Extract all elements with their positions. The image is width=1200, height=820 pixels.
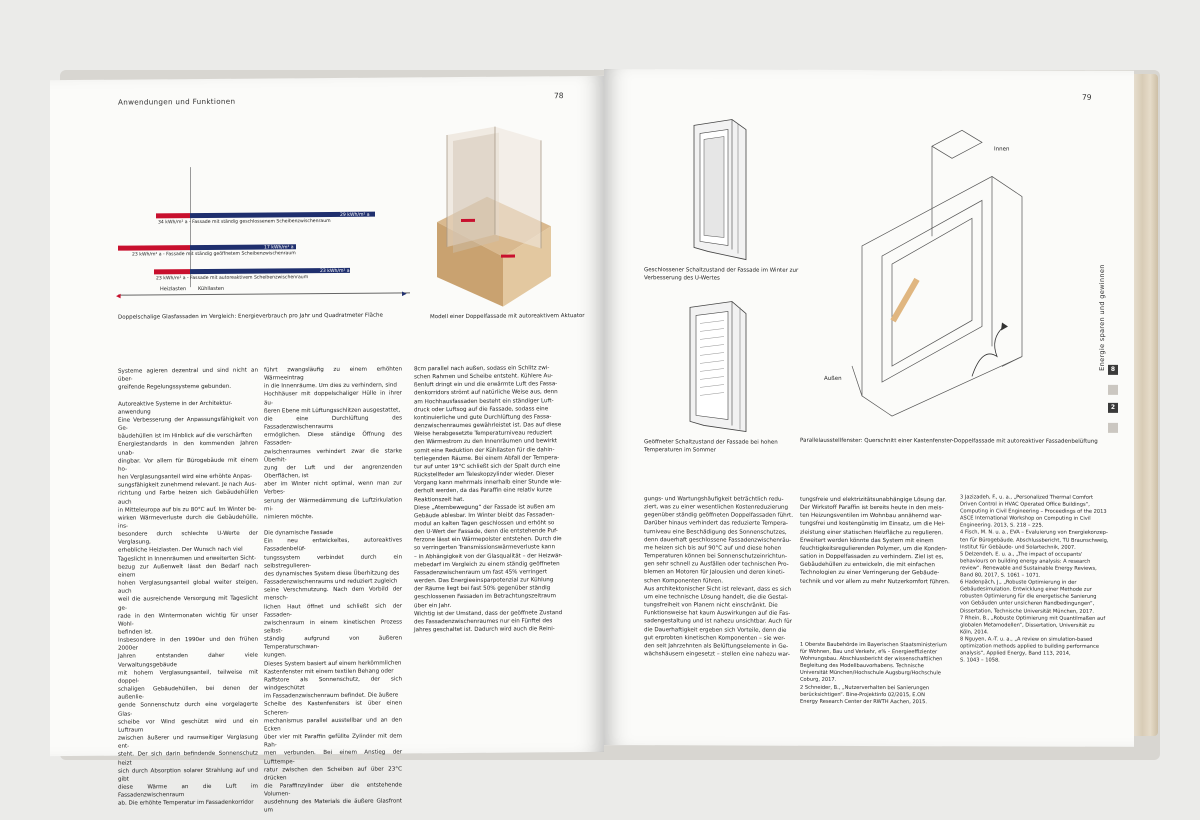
isometric-section-drawing <box>822 126 1036 417</box>
page-number: 78 <box>554 91 564 101</box>
chart-caption: Doppelschalige Glasfassaden im Vergleich: Energieverbrauch pro Jahr und Quadratmeter Fläche <box>118 312 383 321</box>
chart-bar-heating-2 <box>118 245 190 251</box>
left-page <box>50 76 604 814</box>
axis-arrow-right-icon: ▶ <box>402 290 407 298</box>
bar-value-2: 17 kWh/m² a <box>264 244 294 250</box>
facade-model-photo <box>433 126 553 307</box>
axis-label-cooling: Kühllasten <box>198 285 225 293</box>
text-column-1: Systeme agieren dezentral und sind nicht an über- greifende Regelungssysteme gebunden. Autoreaktive Systeme in der Architektur- anwendung Eine Verbesserung der Anpassungsfähigkeit von Ge- bäudehüllen ist im Hinblick auf die verschärften Energiestandards in den kommenden Jahren unab- dingbar. Vor allem für Bürogebäude mit einem ho- hen Verglasungsanteil wird eine erhöhte Anpas- sungsfähigkeit zunehmend relevant. Je nach Aus- richtung und Farbe heizen sich Gebäudehüllen auch in Mitteleuropa auf bis zu 80°C auf. Im Winter be- wirken Wärmeverluste durch die Gebäudehülle, ins- besondere durch schlechte U-Werte der Verglasung, erhebliche Heizlasten. Der Wunsch nach viel Tageslicht in Innenräumen und erweiterten Sicht- bezug zur Außenwelt lässt den Bedarf nach einem hohen Verglasungsanteil global weiter steigen, auch weil die ausreichende Versorgung mit Tageslicht ge- rade in den Wintermonaten wichtig für unser Wohl- befinden ist. Insbesondere in den 1990er und den frühen 2000er Jahren entstanden daher viele Verwaltungsgebäude mit hohem Verglasungsanteil, teilweise mit doppel- schaligen Gebäudehüllen, bei denen der außenlie- gende Sonnenschutz durch eine vorgelagerte Glas- scheibe vor Wind geschützt wird und ein Luftraum zwischen äußerer und raumseitiger Verglasung ent- steht. Der sich darin befindende Sonnenschutz heizt sich durch Absorption solarer Strahlung auf und gibt diese Wärme an die Luft im Fassadenzwischenraum ab. Die erhöhte Temperatur im Fassadenkorridor <box>118 367 258 807</box>
chapter-side-tab <box>1098 264 1112 375</box>
label-inside: Innen <box>994 146 1010 153</box>
label-outside: Außen <box>824 375 842 382</box>
page-edges <box>1132 74 1158 736</box>
model-caption: Modell einer Doppelfassade mit autoreaktivem Aktuator <box>430 312 585 321</box>
text-column-2: führt zwangsläufig zu einem erhöhten Wärmeeintrag in die Innenräume. Um dies zu verhindern, sind Hochhäuser mit doppelschaliger Hülle in ihrer äu- ßeren Ebene mit Lüftungsschlitzen ausgestattet, die eine Durchlüftung des Fassadenzwischenraums ermöglichen. Diese ständige Öffnung des Fassaden- zwischenraumes verhindert zwar die starke Überhit- zung der Luft und der angrenzenden Oberflächen, ist aber im Winter nicht optimal, wenn man zur Verbes- serung der Wärmedämmung die Luftzirkulation mi- nimieren möchte. Die dynamische Fassade Ein neu entwickeltes, autoreaktives Fassadenbelüf- tungssystem verbindet durch ein selbstregulieren- des dynamisches System diese Überhitzung des Fassadenzwischenraums und reduziert zugleich seine Verschmutzung. Nach dem Vorbild der mensch- lichen Haut öffnet und schließt sich der Fassaden- zwischenraum in einem kinetischen Prozess selbst- ständig aufgrund von äußeren Temperaturschwan- kungen. Dieses System basiert auf einem herkömmlichen Kastenfenster mit einem textilen Behang oder Raffstore als Sonnenschutz, der sich windgeschützt im Fassadenzwischenraum befindet. Die äußere Scheibe des Kastenfensters ist über einen Scheren- mechanismus parallel ausstellbar und an den Ecken über vier mit Paraffin gefüllte Zylinder mit dem Rah- men verbunden. Bei einem Anstieg der Lufttempe- ratur zwischen den Scheiben auf über 23°C drücken die Paraffinzylinder über die entstehende Volumen- ausdehnung des Materials die äußere Glasfront um <box>264 366 402 814</box>
caption-section: Parallelausstellfenster: Querschnitt einer Kastenfenster-Doppelfassade mit autoreaktiver Fassadenbelüftung <box>800 437 1098 445</box>
text-column-5: tungsfreie und elektrizitätsunabhängige Lösung dar. Der Wirkstoff Paraffin ist bereits heute in den meis- ten Heizungsventilen im Wohnbau annähernd war- tungsfrei und kostengünstig im Einsatz, um die Hei- zleistung einer statischen Heizfläche zu regulieren. Erweitert werden könnte das System mit einem feuchtigkeitsregulierenden Polymer, um die Konden- sation in Doppelfassaden zu verhindern. Ziel ist es, Gebäudehüllen zu entwickeln, die mit einfachen Technologien zu einer Verringerung der Gebäude- technik und vor allem zu mehr Nutzerkomfort führen. <box>800 496 950 585</box>
axis-label-heating: Heizlasten <box>160 286 187 293</box>
page-number: 79 <box>1082 92 1092 102</box>
chapter-badge-2: 2 <box>1108 403 1118 413</box>
chart-bar-heating-1 <box>156 213 190 218</box>
chapter-marker <box>1108 385 1118 395</box>
footnotes-right: 3 Jazizadeh, F., u. a., „Personalized Thermal Comfort Driven Control in HVAC Operated Office Buildings“, Computing in Civil Engineering – Proceedings of the 2013 ASCE International Workshop on Computing in Civil Engineering. 2013, S. 218 – 225. 4 Fisch, M. N. u. a., EVA – Evaluierung von Energiekonzep- ten für Bürogebäude. Abschlussbericht, TU Braunschweig, Institut für Gebäude- und Solartechnik, 2007. 5 Delzendeh, E. u. a., „The impact of occupants' behaviours on building energy analysis: A research review“. Renewable and Sustainable Energy Reviews, Band 80, 2017, S. 1061 – 1071. 6 Hadenpäch, J., „Robuste Optimierung in der Gebäudesimulation. Entwicklung einer Methode zur robusten Optimierung für die energetische Sanierung von Gebäuden unter unsicheren Randbedingungen“, Dissertation, Technische Universität München, 2017. 7 Rhein, B., „Robuste Optimierung mit Quantilmaßen auf globalen Metamodellen“, Dissertation, Universität zu Köln, 2014. 8 Nguyen, A.-T. u. a., „A review on simulation-based optimization methods applied to building performance analysis“, Applied Energy, Band 113, 2014, S. 1043 – 1058. <box>960 494 1109 664</box>
chapter-badge-1: 8 <box>1108 365 1118 375</box>
chart-horizontal-axis <box>118 290 410 298</box>
running-head: Anwendungen und Funktionen <box>118 96 236 107</box>
chapter-marker-2 <box>1108 423 1118 433</box>
bar-caption-2: 23 kWh/m² a - Fassade mit ständig geöffnetem Scheibenzwischenraum <box>132 251 296 258</box>
text-column-4: gungs- und Wartungshäufigkeit beträchtlich redu- ziert, was zu einer wesentlichen Kostenreduzierung gegenüber ständig geöffneten Doppelfassaden führt. Darüber hinaus verhindert das reduzierte Tempera- turniveau eine Beschädigung des Sonnenschutzes, denn dauerhaft geschlossene Fassadenzwischenräu- me heizen sich bis auf 90°C auf und diese hohen Temperaturen können bei Sonnenschutzeinrichtun- gen sehr schnell zu Ausfällen oder technischen Pro- blemen an Motoren für Jalousien und deren kineti- schen Komponenten führen. Aus architektonischer Sicht ist relevant, dass es sich um eine technische Lösung handelt, die die Gestal- tungsfreiheit von Planern nicht einschränkt. Die Funktionsweise hat kaum Auswirkungen auf die Fas- sadengestaltung und ist nahezu unsichtbar. Auch für die Dauerhaftigkeit ergeben sich Vorteile, denn die gut erprobten kinetischen Komponenten – sie wer- den seit Jahrzehnten als Belüftungselemente in Ge- wächshäusern eingesetzt – stellen eine nahezu war- <box>644 496 793 658</box>
bar-value-3: 23 kWh/m² a <box>320 268 350 274</box>
chapter-tab-label: Energie sparen und gewinnen <box>1098 264 1106 371</box>
caption-summer: Geöffneter Schaltzustand der Fassade bei hohen Temperaturen im Sommer <box>644 439 778 454</box>
energy-chart <box>118 155 408 317</box>
footnotes-left: 1 Oberste Baubehörde im Bayerischen Staatsministerium für Wohnen, Bau und Verkehr, e% – Energieeffizienter Wohnungsbau. Abschlussbericht der wissenschaftlichen Begleitung des Modellbauvorhabens. Technische Universität München/Hochschule Augsburg/Hochschule Coburg, 2017. 2 Schneider, B., „Nutzerverhalten bei Sanierungen berücksichtigen“. Bine-Projektinfo 02/2015, E.ON Energy Research Center der RWTH Aachen, 2015. <box>800 641 947 705</box>
bar-value-1: 29 kWh/m² a <box>340 212 370 218</box>
bar-caption-3: 23 kWh/m² a - Fassade mit autoreaktivem Scheibenzwischenraum <box>156 275 309 282</box>
facade-open-drawing <box>688 301 748 431</box>
caption-winter: Geschlossener Schaltzustand der Fassade im Winter zur Verbesserung des U-Wertes <box>644 267 799 282</box>
facade-closed-drawing <box>692 119 748 259</box>
axis-arrow-left-icon: ◀ <box>116 292 121 300</box>
right-page <box>604 69 1134 747</box>
bar-caption-1: 34 kWh/m² a - Fassade mit ständig geschlossenem Scheibenzwischenraum <box>158 218 331 226</box>
chart-bar-heating-3 <box>154 269 190 274</box>
text-column-3: 8cm parallel nach außen, sodass ein Schlitz zwi- schen Rahmen und Scheibe entsteht. Kühlere Au- ßenluft dringt ein und die erwärmte Luft des Fassa- denkorridors strömt auf natürliche Weise aus, denn am Hochhausfassaden besteht ein ständiger Luft- druck oder Luftsog auf die Fassade, sodass eine kontinuierliche und gute Durchlüftung des Fassa- denzwischenraumes gewährleistet ist. Das auf diese Weise herabgesetzte Temperaturniveau reduziert den Wärmestrom zu den Innenräumen und bewirkt somit eine Reduktion der Kühllasten für die dahin- terliegenden Räume. Bei einem Abfall der Tempera- tur auf unter 19°C schließt sich der Spalt durch eine Rückstellfeder am Teleskopzylinder wieder. Dieser Vorgang kann mehrmals innerhalb einer Stunde wie- derholt werden, da das Paraffin eine relativ kurze Reaktionszeit hat. Diese „Atembewegung“ der Fassade ist außen am Gebäude ablesbar. Im Winter bleibt das Fassaden- modul an kalten Tagen geschlossen und erhöht so den U-Wert der Fassade, denn die entstehende Puf- ferzone lässt ein Wärmepolster entstehen. Durch die so verringerten Transmissionswärmeverluste kann – in Abhängigkeit von der Glasqualität – der Heizwär- mebedarf im Vergleich zu einem ständig geöffneten Fassadenzwischenraum um fast 45% verringert werden. Das Energieeinsparpotenzial zur Kühlung der Räume liegt bei fast 50% gegenüber ständig geschlossenen Fassaden im Betrachtungszeitraum über ein Jahr. Wichtig ist der Umstand, dass der geöffnete Zustand des Fassadenzwischenraumes nur ein Fünftel des Jahres geschaltet ist. Dadurch wird auch die Reini- <box>414 365 563 634</box>
